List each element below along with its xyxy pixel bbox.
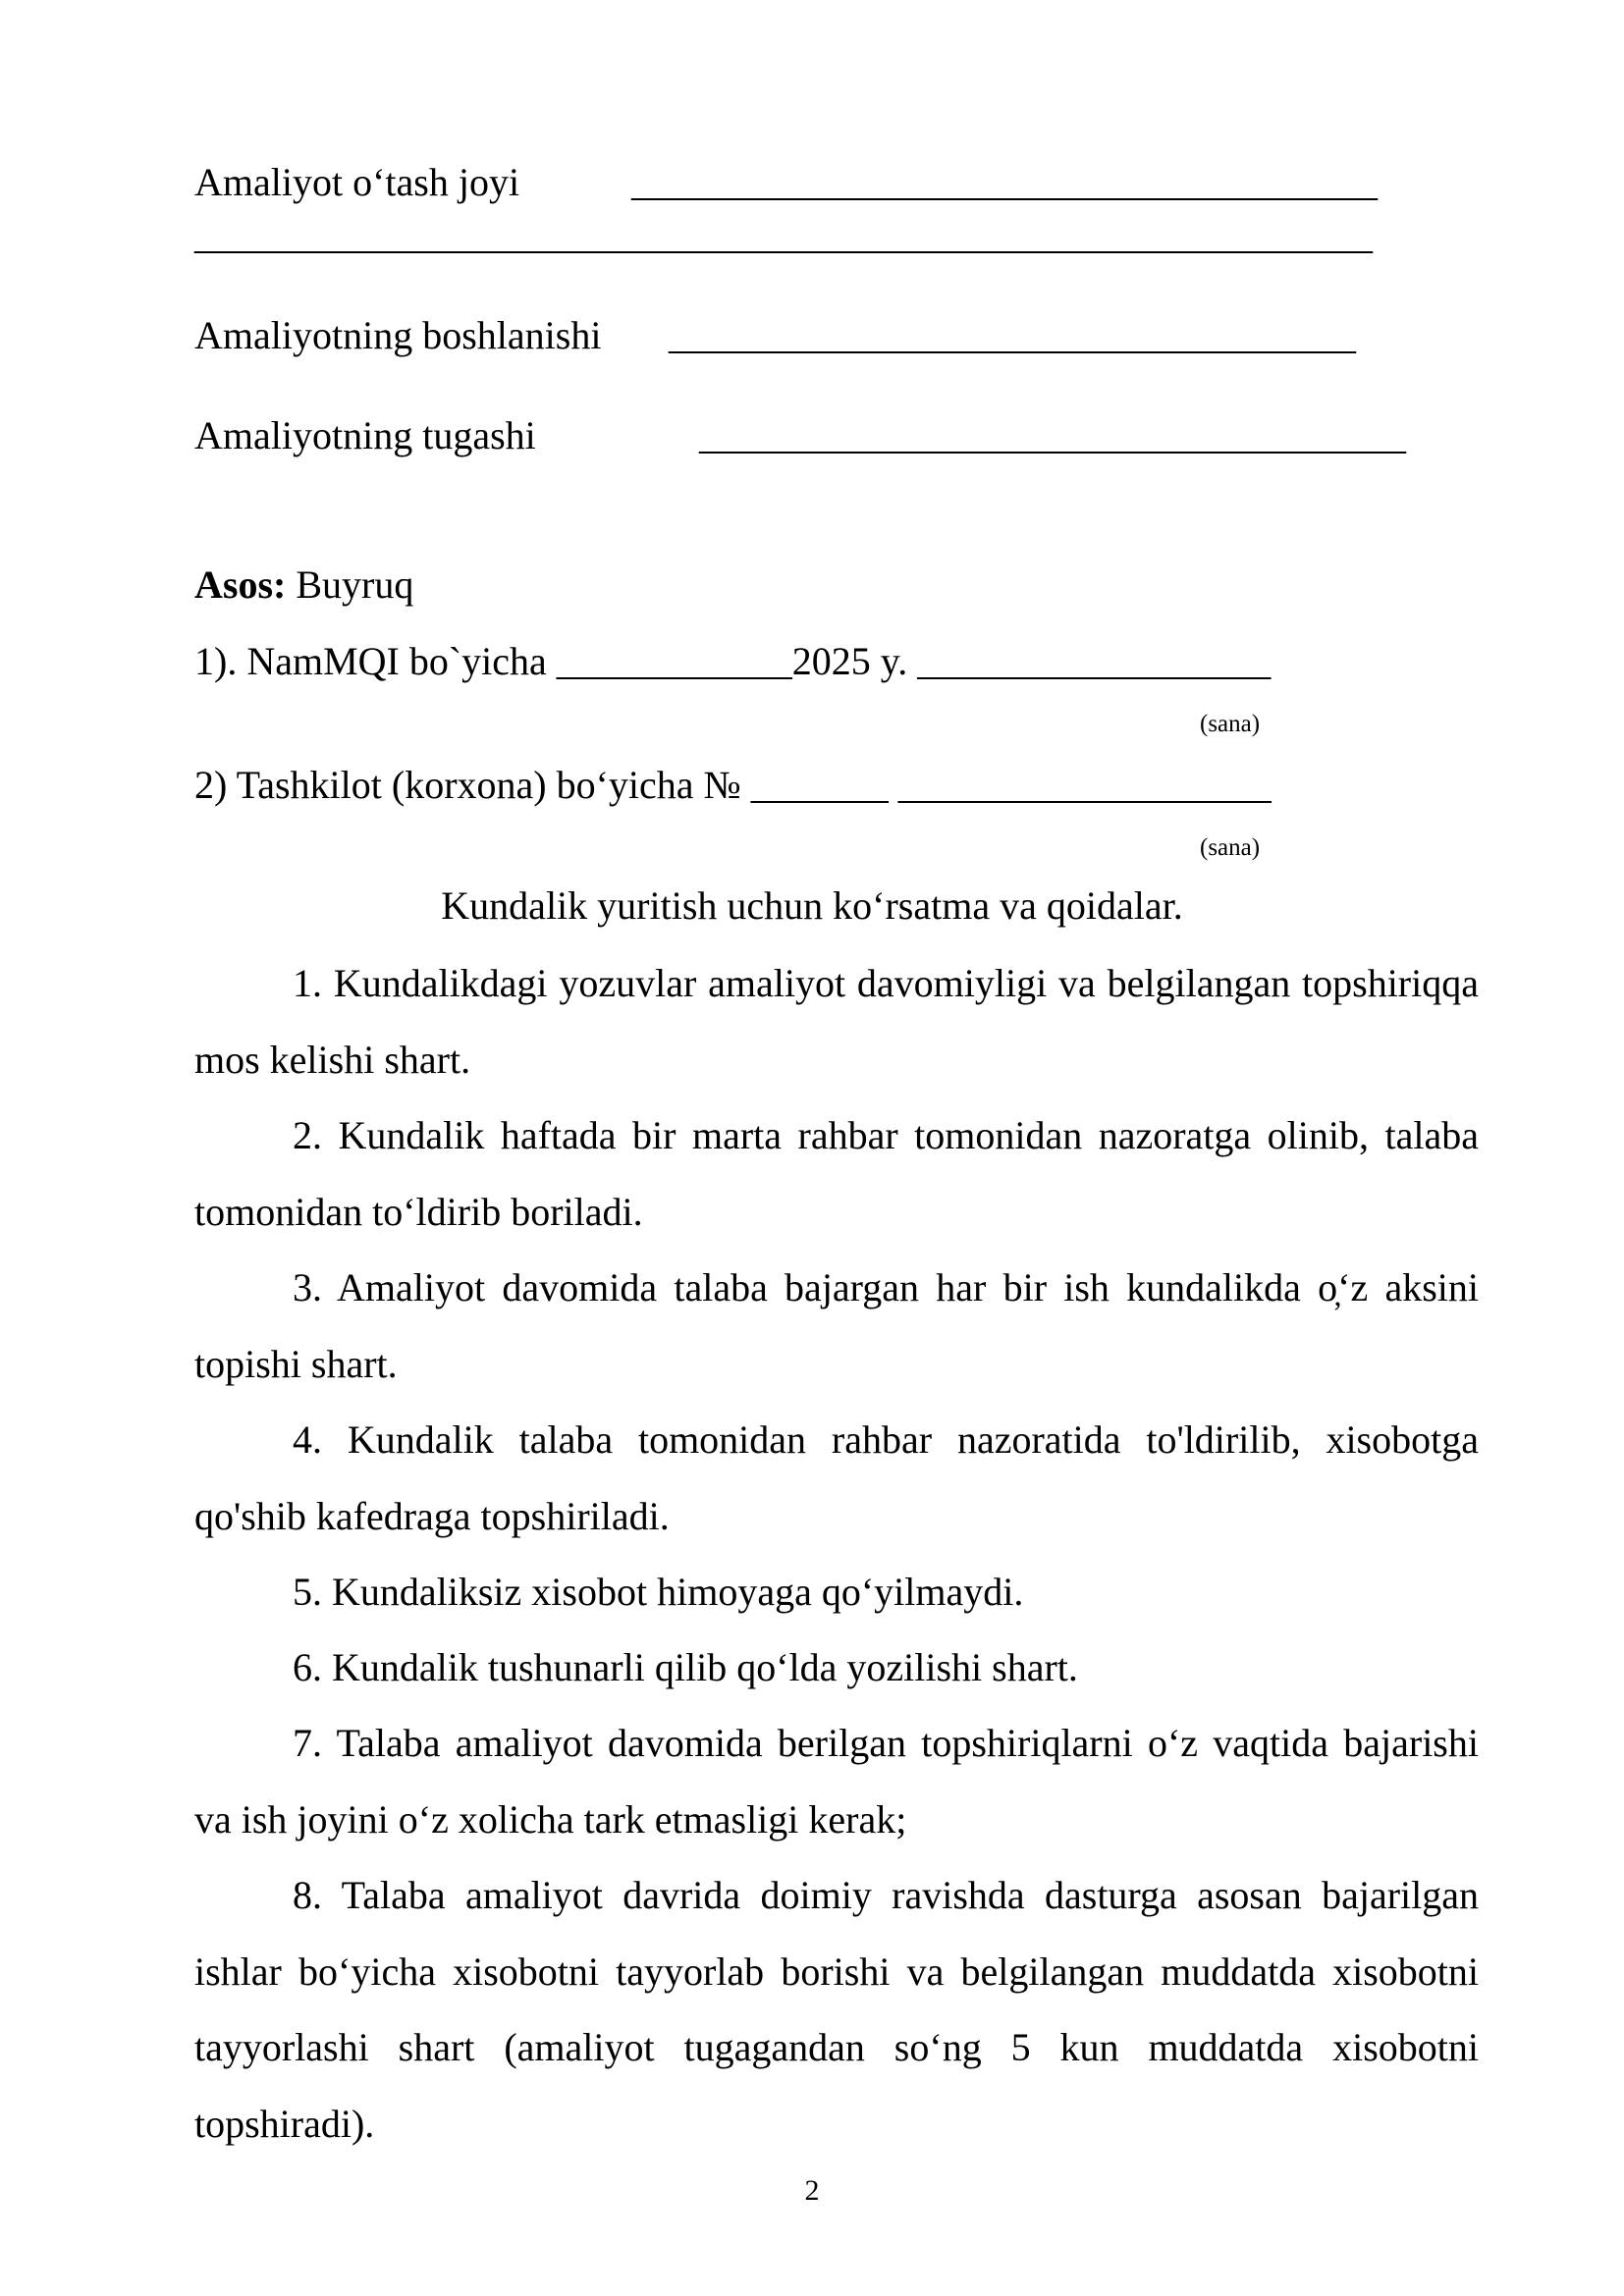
rule-3: 3. Amaliyot davomida talaba bajargan har bir ish kundalikda o̦‘z aksini topishi shart. (194, 1265, 1479, 1386)
practice-start-label: Amaliyotning boshlanishi (194, 313, 602, 357)
rule-6: 6. Kundalik tushunarli qilib qo‘lda yozilishi shart. (293, 1645, 1078, 1689)
rule-2: 2. Kundalik haftada bir marta rahbar tomonidan nazoratga olinib, talaba tomonidan to‘ldirib boriladi. (194, 1113, 1479, 1234)
rule-4: 4. Kundalik talaba tomonidan rahbar nazoratida to'ldirilib, xisobotga qo'shib kafedraga topshiriladi. (194, 1417, 1479, 1538)
practice-start-blank: ___________________________________ (669, 313, 1356, 357)
rules-heading: Kundalik yuritish uchun ko‘rsatma va qoidalar. (441, 883, 1183, 928)
practice-end-label: Amaliyotning tugashi (194, 413, 536, 457)
basis-value: Buyruq (296, 562, 414, 607)
basis-item-2: 2) Tashkilot (korxona) bo‘yicha № _______ ___________________ (194, 763, 1272, 807)
page-number: 2 (804, 2174, 820, 2207)
basis-item-1: 1). NamMQI bo`yicha ____________2025 y. __________________ (194, 639, 1272, 683)
basis-item-2-date-caption: (sana) (1200, 834, 1261, 861)
rule-8: 8. Talaba amaliyot davrida doimiy ravishda dasturga asosan bajarilgan ishlar bo‘yicha xisobotni tayyorlab borishi va belgilangan muddatda xisobotni tayyorlashi shart (amaliyot tugagandan so‘ng 5 kun muddatda xisobotni topshiradi). (194, 1873, 1479, 2146)
basis-line (194, 561, 413, 609)
rule-7: 7. Talaba amaliyot davomida berilgan topshiriqlarni o‘z vaqtida bajarishi va ish joyini o‘z xolicha tark etmasligi kerak; (194, 1721, 1479, 1842)
practice-place-label: Amaliyot o‘tash joyi (194, 160, 520, 204)
rule-5: 5. Kundaliksiz xisobot himoyaga qo‘yilmaydi. (293, 1570, 1024, 1614)
basis-label: Asos: (194, 562, 287, 607)
practice-place-blank: ______________________________________ (631, 160, 1378, 204)
rule-1: 1. Kundalikdagi yozuvlar amaliyot davomiyligi va belgilangan topshiriqqa mos kelishi shart. (194, 961, 1479, 1082)
basis-item-1-date-caption: (sana) (1200, 711, 1261, 737)
practice-end-blank: ____________________________________ (699, 413, 1406, 457)
practice-place-blank-2: ____________________________________________________________ (194, 213, 1373, 257)
